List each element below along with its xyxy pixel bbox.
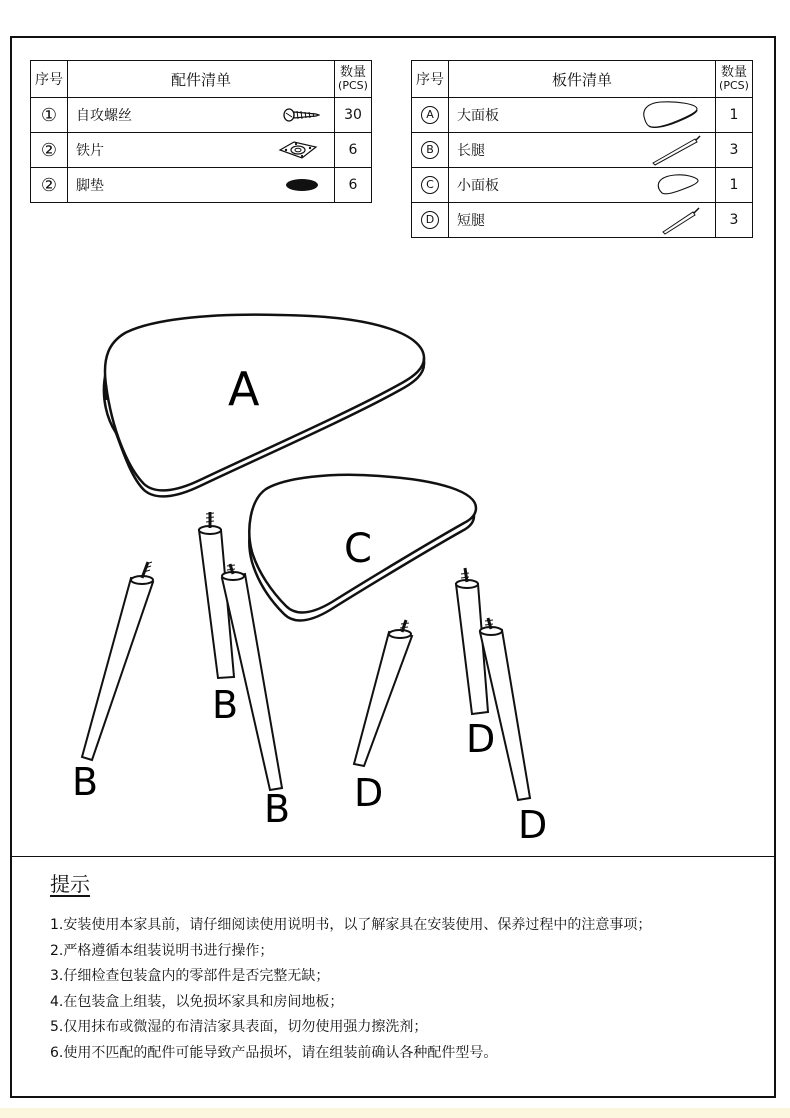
label-c: C <box>344 526 372 572</box>
label-b-left: B <box>72 760 99 804</box>
row-name: 短腿 <box>457 213 485 229</box>
row-number-label: B <box>421 141 439 159</box>
tip-item: 3.仔细检查包装盒内的零部件是否完整无缺； <box>50 968 330 984</box>
tip-item: 1.安装使用本家具前，请仔细阅读使用说明书，以了解家具在安装使用、保养过程中的注意事项； <box>50 917 652 933</box>
long-leg-b-left <box>82 562 153 760</box>
row-name: 长腿 <box>457 143 485 159</box>
row-quantity: 3 <box>716 203 753 238</box>
row-name: 铁片 <box>76 143 104 159</box>
row-name: 脚垫 <box>76 178 104 194</box>
header-number: 序号 <box>31 61 68 98</box>
large-tabletop-a <box>104 315 424 497</box>
tips-title: 提示 <box>50 872 90 896</box>
label-b-center: B <box>212 683 239 727</box>
row-number-label: A <box>421 106 439 124</box>
row-quantity: 30 <box>335 98 372 133</box>
header-number: 序号 <box>412 61 449 98</box>
bottom-strip <box>0 1108 790 1118</box>
label-d-right: D <box>518 803 548 847</box>
row-number-label: ① <box>40 104 58 126</box>
label-b-right: B <box>264 787 291 831</box>
label-d-left: D <box>354 771 384 815</box>
section-divider <box>10 856 776 857</box>
header-quantity-unit: (PCS) <box>338 79 368 92</box>
row-quantity: 3 <box>716 133 753 168</box>
row-name: 小面板 <box>457 178 499 194</box>
header-quantity-label: 数量 <box>339 65 366 80</box>
tip-item: 6.使用不匹配的配件可能导致产品损坏，请在组装前确认各种配件型号。 <box>50 1044 498 1061</box>
label-a: A <box>228 362 260 416</box>
header-board-list: 板件清单 <box>449 61 716 98</box>
header-quantity-unit: (PCS) <box>719 79 749 92</box>
row-quantity: 1 <box>716 98 753 133</box>
row-number-label: C <box>421 176 439 194</box>
row-name: 自攻螺丝 <box>76 108 132 124</box>
row-number-label: ② <box>40 139 58 161</box>
tip-item: 5.仅用抹布或微湿的布清洁家具表面，切勿使用强力擦洗剂； <box>50 1019 428 1035</box>
tips-list <box>50 913 651 1066</box>
row-number-label: D <box>421 211 439 229</box>
row-name: 大面板 <box>457 108 499 124</box>
tip-item: 4.在包装盒上组装，以免损坏家具和房间地板； <box>50 993 344 1010</box>
header-quantity-label: 数量 <box>720 65 747 80</box>
row-quantity: 1 <box>716 168 753 203</box>
short-leg-d-left <box>354 620 412 766</box>
row-quantity: 6 <box>335 133 372 168</box>
row-quantity: 6 <box>335 168 372 203</box>
row-number-label: ② <box>40 174 58 196</box>
header-accessory-list: 配件清单 <box>68 61 335 98</box>
tip-item: 2.严格遵循本组装说明书进行操作； <box>50 942 274 959</box>
label-d-center: D <box>466 717 496 761</box>
